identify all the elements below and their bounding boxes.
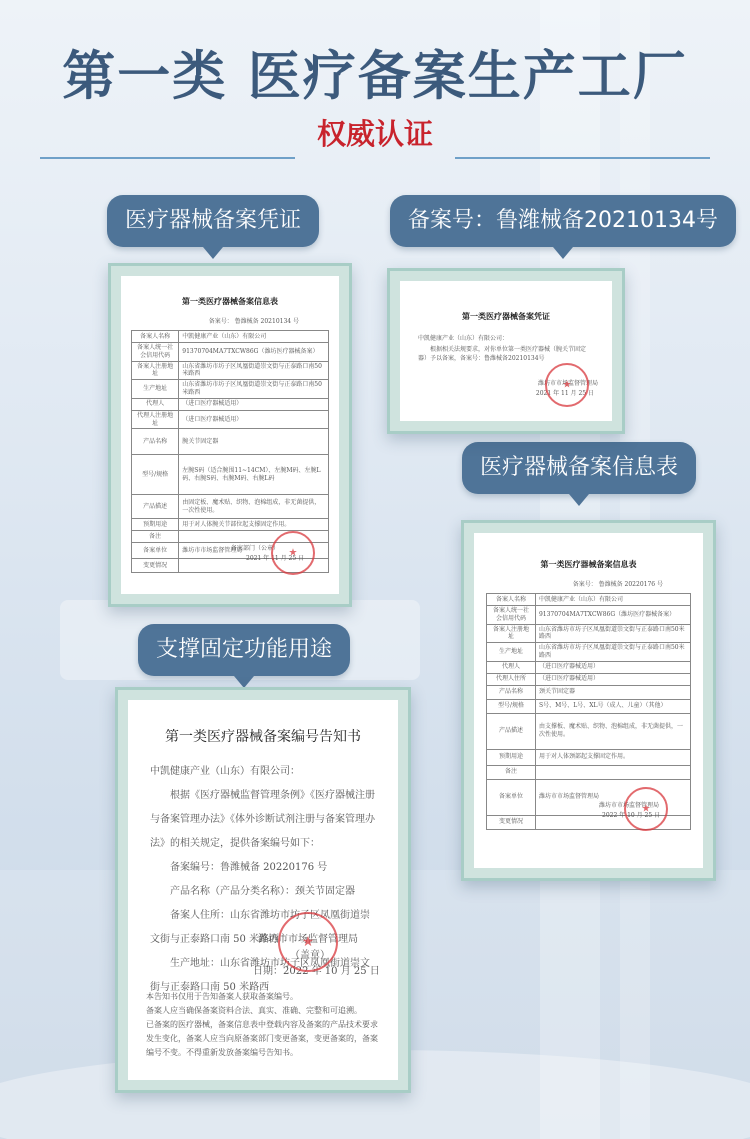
doc3-heading: 第一类医疗器械备案信息表 [540, 559, 637, 569]
doc4-date: 日期：2022 年 10 月 25 日 [253, 966, 380, 977]
doc4-line-2: 备案编号：鲁潍械备 20220176 号 [170, 862, 328, 873]
doc1-table-row-label: 代理人 [132, 398, 179, 410]
doc1-table-row-value: 用于对人体腕关节部位起支撑固定作用。 [179, 519, 329, 531]
doc3-table-row-value: S号、M号、L号、XL号（成人、儿童）（其他） [535, 699, 690, 713]
doc1-table-row [132, 331, 329, 343]
doc1-table-row-value: 山东省潍坊市坊子区凤凰街道崇文街与正泰路口南50米路西 [179, 361, 329, 380]
certificate-frame-info-sheet-2 [461, 520, 716, 881]
doc4-footnotes [146, 990, 380, 1060]
doc1-table-row-label: 备案人名称 [132, 331, 179, 343]
doc4-line-4: 备案人住所：山东省潍坊市坊子区凤凰街道崇文街与正泰路口南 50 米路西 [150, 910, 370, 945]
certificate-frame-info-sheet-1 [108, 263, 352, 607]
doc1-table-row-label: 备案人注册地址 [132, 361, 179, 380]
doc1-table-row-value: 腕关节固定器 [179, 429, 329, 455]
doc3-table-row-value: （进口医疗器械适用） [535, 661, 690, 673]
doc2-date: 2021 年 11 月 25 日 [535, 390, 594, 397]
doc3-table-row-label: 备案人名称 [487, 594, 536, 606]
doc3-table-row-value [535, 765, 690, 779]
doc1-table-row-value: 左腕S码（适合腕围11~14CM）、左腕M码、左腕L码、右腕S码、右腕M码、右腕L码 [179, 455, 329, 495]
doc1-table-row [132, 380, 329, 399]
doc1-table-row-value: 中凯健康产业（山东）有限公司 [179, 331, 329, 343]
doc3-table-row [487, 673, 691, 685]
doc3-table-row-value: 颈关节固定器 [535, 685, 690, 699]
doc1-table-row-label: 产品描述 [132, 495, 179, 519]
voucher-document [400, 281, 612, 421]
doc1-table-row-label: 产品名称 [132, 429, 179, 455]
tag-record-number: 备案号：鲁潍械备20210134号 [390, 195, 736, 247]
doc2-org: 潍坊市市场监督管理局 [537, 380, 598, 387]
doc3-table-row-value: 91370704MA7TXCW86G（潍坊医疗器械备案） [535, 606, 690, 625]
doc1-heading: 第一类医疗器械备案信息表 [182, 296, 278, 306]
doc3-table-row-label: 代理人住所 [487, 673, 536, 685]
doc4-official-seal [278, 912, 338, 972]
doc3-table-row-value: 由支撑板、魔术贴、织物、泡棉组成，非无菌提供，一次性使用。 [535, 713, 690, 749]
notice-document [128, 700, 398, 1080]
doc4-footnote-1: 本告知书仅用于告知备案人获取备案编号。 [146, 992, 298, 1001]
doc3-org: 潍坊市市场监督管理局 [599, 802, 660, 809]
tag-voucher-title: 医疗器械备案凭证 [107, 195, 319, 247]
doc3-table-row-value: 用于对人体颈部起支撑固定作用。 [535, 749, 690, 765]
doc1-date: 2021 年 11 月 25 日 [246, 555, 305, 562]
doc2-heading: 第一类医疗器械备案凭证 [462, 311, 550, 321]
doc3-table-row-value: 山东省潍坊市坊子区凤凰街道崇文街与正泰路口南50米路西 [535, 643, 690, 662]
doc1-table-row-label: 变更情况 [132, 559, 179, 573]
doc3-table-row [487, 765, 691, 779]
doc1-table-row-label: 预期用途 [132, 519, 179, 531]
doc3-table-row-label: 备案单位 [487, 779, 536, 815]
doc4-line-1: 根据《医疗器械监督管理条例》《医疗器械注册与备案管理办法》《体外诊断试剂注册与备案管理办法》的相关规定，提供备案编号如下： [150, 790, 375, 849]
doc4-addressee: 中凯健康产业（山东）有限公司： [150, 766, 300, 777]
doc1-table-row-label: 型号/规格 [132, 455, 179, 495]
doc3-table-row [487, 643, 691, 662]
doc1-table-row-label: 生产地址 [132, 380, 179, 399]
doc1-table-row-label: 备案单位 [132, 543, 179, 559]
doc3-table-row-value: 潍坊市市场监督管理局 [535, 779, 690, 815]
doc1-table-row [132, 343, 329, 362]
doc1-table-row-value: 91370704MA7TXCW86G（潍坊医疗器械备案） [179, 343, 329, 362]
doc1-table-row [132, 495, 329, 519]
doc1-table-row-value: 由固定板、魔术贴、织物、泡棉组成，非无菌提供，一次性使用。 [179, 495, 329, 519]
doc3-table-row-label: 代理人 [487, 661, 536, 673]
doc1-table-row-value: （进口医疗器械适用） [179, 398, 329, 410]
doc3-table-row [487, 661, 691, 673]
page-title: 第一类 医疗备案生产工厂 [62, 46, 688, 107]
tag-info-sheet: 医疗器械备案信息表 [462, 442, 696, 494]
info-sheet-document-1 [121, 276, 339, 594]
doc4-seal-note: （盖章） [290, 950, 330, 961]
doc3-table-row [487, 624, 691, 643]
doc1-table-row [132, 519, 329, 531]
doc4-line-5: 生产地址：山东省潍坊市坊子区凤凰街道崇文街与正泰路口南 50 米路西 [150, 958, 370, 993]
doc1-official-seal [271, 531, 315, 575]
doc3-table-row [487, 713, 691, 749]
doc1-table-row [132, 398, 329, 410]
info-sheet-document-2 [474, 533, 703, 868]
doc3-table-row-value: （进口医疗器械适用） [535, 673, 690, 685]
doc3-table-row-label: 备注 [487, 765, 536, 779]
doc3-table-row [487, 699, 691, 713]
doc3-table-row-label: 产品描述 [487, 713, 536, 749]
page-subtitle: 权威认证 [316, 117, 433, 151]
doc1-table-row-value: 山东省潍坊市坊子区凤凰街道崇文街与正泰路口南50米路西 [179, 380, 329, 399]
doc1-org: 备案部门（公章） [231, 545, 280, 552]
doc2-body: 根据相关法规要求，对你单位第一类医疗器械（腕关节固定器）予以备案，备案号：鲁潍械备20210134号 [418, 346, 587, 362]
doc2-official-seal [545, 363, 589, 407]
doc1-table-row [132, 361, 329, 380]
doc3-table-row [487, 685, 691, 699]
doc1-table-row-label: 备注 [132, 531, 179, 543]
doc1-record-number: 备案号： 鲁潍械备 20210134 号 [208, 318, 299, 325]
doc4-heading: 第一类医疗器械备案编号告知书 [165, 729, 361, 745]
doc1-table-row-value: （进口医疗器械适用） [179, 410, 329, 429]
doc4-org: 潍坊市市场监督管理局 [258, 934, 358, 945]
doc1-table-row-value: 潍坊市市场监督管理局 [179, 543, 329, 559]
doc3-table-row-label: 变更情况 [487, 815, 536, 829]
doc3-table-row-value: 山东省潍坊市坊子区凤凰街道崇文街与正泰路口南50米路西 [535, 624, 690, 643]
doc4-footnote-2: 备案人应当确保备案资料合法、真实、准确、完整和可追溯。 [146, 1006, 362, 1015]
doc3-table-row-label: 备案人注册地址 [487, 624, 536, 643]
doc3-table-row-label: 生产地址 [487, 643, 536, 662]
doc3-date: 2022 年 10 月 25 日 [602, 812, 661, 819]
doc2-addressee: 中凯健康产业（山东）有限公司： [418, 335, 509, 342]
doc3-table-row [487, 606, 691, 625]
doc1-table-row-label: 备案人统一社会信用代码 [132, 343, 179, 362]
doc1-table-row [132, 410, 329, 429]
doc4-line-3: 产品名称（产品分类名称）：颈关节固定器 [170, 886, 355, 897]
doc3-table-row-label: 型号/规格 [487, 699, 536, 713]
doc3-table-row [487, 749, 691, 765]
title-rule-right [455, 157, 710, 159]
doc3-table-row-label: 备案人统一社会信用代码 [487, 606, 536, 625]
doc3-table-row-label: 预期用途 [487, 749, 536, 765]
doc3-table-row-label: 产品名称 [487, 685, 536, 699]
certificate-frame-voucher [387, 268, 625, 434]
doc3-table-row-value: 中凯健康产业（山东）有限公司 [535, 594, 690, 606]
doc1-table-row-label: 代理人注册地址 [132, 410, 179, 429]
title-rule-left [40, 157, 295, 159]
doc4-footnote-3: 已备案的医疗器械，备案信息表中登载内容及备案的产品技术要求发生变化，备案人应当向原备案部门变更备案，变更备案的，备案编号不变。不得重新发放备案编号告知书。 [146, 1020, 378, 1057]
doc1-table-row [132, 429, 329, 455]
doc3-table-row [487, 594, 691, 606]
doc3-record-number: 备案号： 鲁潍械备 20220176 号 [572, 581, 663, 588]
doc1-table-row [132, 455, 329, 495]
tag-support: 支撑固定功能用途 [138, 624, 350, 676]
doc3-official-seal [624, 787, 668, 831]
certificate-frame-notice [115, 687, 411, 1093]
